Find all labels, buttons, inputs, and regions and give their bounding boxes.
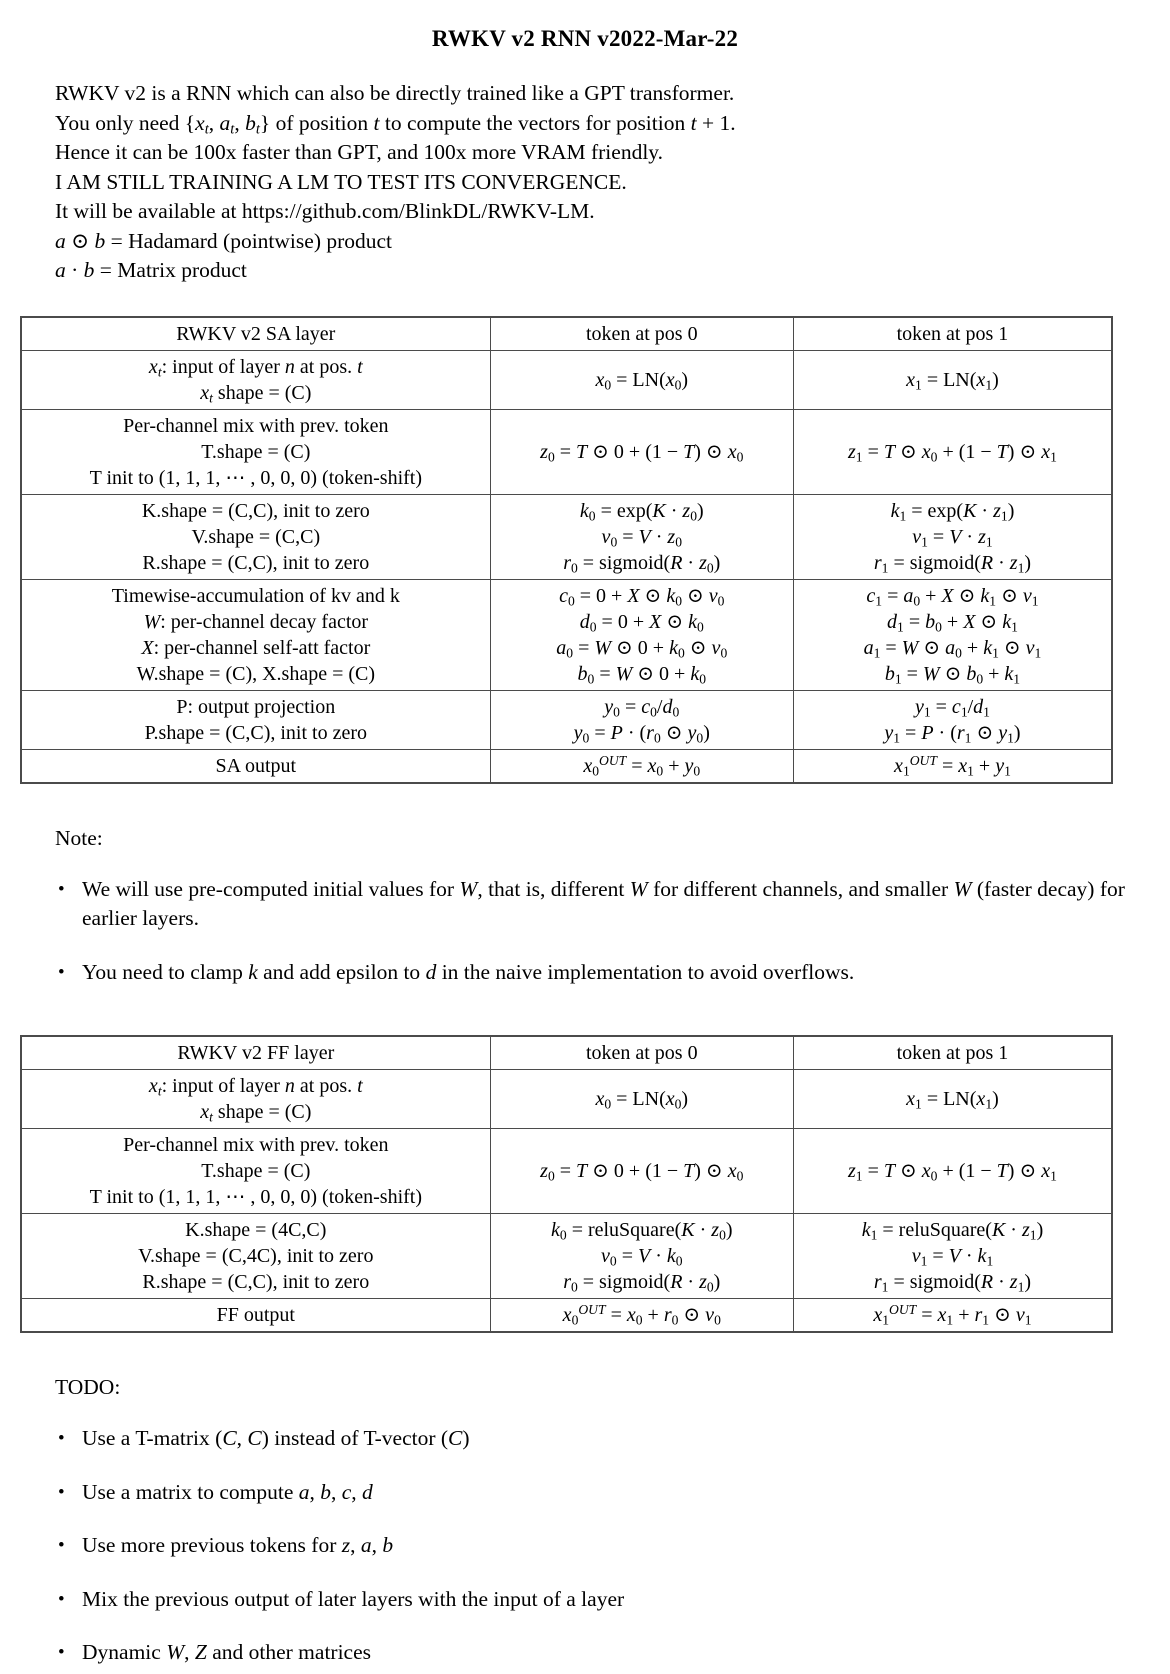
formula-cell: $k_0 = \exp(K \cdot z_0)$ $v_0 = V \cdot z_0$ $r_0$ = sigmoid(R · $z_0$) (490, 494, 793, 579)
bullet-icon: • (58, 1535, 65, 1556)
table-row (21, 494, 1112, 579)
formula-cell: $z_1 = T$ ⊙ $x_0 + (1 - T)$ ⊙ $x_1$ (793, 409, 1112, 494)
formula-cell: $z_0 = T$ ⊙ 0 + (1 − T) ⊙ $x_0$ (490, 409, 793, 494)
formula-cell: $c_0 = 0 + X$ ⊙ $k_0$ ⊙ $v_0$ $d_0 = 0 + X$ ⊙ $k_0$ $a_0 = W$ ⊙ $0 + k_0$ ⊙ $v_0$ $b_0 = W$ ⊙ $0 + k_0$ (490, 579, 793, 690)
note-heading: Note: (55, 825, 103, 850)
todo-bullet (58, 1585, 1130, 1615)
label-cell: $x_t$: input of layer n at pos. t $x_t$ shape = (C) (21, 1070, 490, 1129)
ff-layer-table (20, 1035, 1113, 1333)
intro-line: You only need {$x_t$, $a_t$, $b_t$} of position t to compute the vectors for position t + 1. (55, 110, 736, 138)
formula-cell: $x_0 = LN(x_0)$ (490, 1070, 793, 1129)
formula-cell: $x_0 = LN(x_0)$ (490, 350, 793, 409)
label-cell: RWKV v2 FF layer (21, 1036, 490, 1070)
intro-line: a · b = Matrix product (55, 258, 247, 282)
label-cell: FF output (21, 1299, 490, 1333)
formula-cell: $z_0 = T$ ⊙ 0 + (1 − T) ⊙ $x_0$ (490, 1129, 793, 1214)
label-cell: P: output projection P.shape = (C,C), init to zero (21, 690, 490, 749)
table-row (21, 579, 1112, 690)
formula-cell: $x_1^{OUT} = x_1 + y_1$ (793, 749, 1112, 783)
table-row (21, 690, 1112, 749)
table-row (21, 409, 1112, 494)
formula-cell: $k_1$ = reluSquare(K · $z_1$) $v_1 = V \cdot k_1$ $r_1$ = sigmoid(R · $z_1$) (793, 1214, 1112, 1299)
page-title: RWKV v2 RNN v2022-Mar-22 (431, 26, 739, 51)
note-bullet (58, 958, 1130, 988)
formula-cell: $x_0^{OUT} = x_0 + r_0$ ⊙ $v_0$ (490, 1299, 793, 1333)
bullet-text: Dynamic W, Z and other matrices (82, 1640, 371, 1664)
formula-cell: $x_1 = LN(x_1)$ (793, 350, 1112, 409)
label-cell: Timewise-accumulation of kv and k W: per-channel decay factor X: per-channel self-att factor W.shape = (C), X.shape = (C) (21, 579, 490, 690)
intro-line: RWKV v2 is a RNN which can also be directly trained like a GPT transformer. (55, 81, 735, 105)
table-row (21, 1299, 1112, 1333)
sa-layer-table (20, 316, 1113, 784)
bullet-icon: • (58, 1428, 65, 1449)
note-bullet (58, 875, 1130, 934)
bullet-icon: • (58, 1481, 65, 1503)
label-cell: SA output (21, 749, 490, 783)
table-header-row (21, 317, 1112, 351)
bullet-text: We will use pre-computed initial values for W, that is, different W for different channels, and smaller W (faster decay) for earlier layers. (82, 876, 1125, 930)
table-row (21, 1214, 1112, 1299)
formula-cell: $x_1 = LN(x_1)$ (793, 1070, 1112, 1129)
bullet-text: Use more previous tokens for z, a, b (82, 1533, 394, 1557)
intro-line: I AM STILL TRAINING A LM TO TEST ITS CONVERGENCE. (55, 169, 627, 194)
label-cell: K.shape = (C,C), init to zero V.shape = (C,C) R.shape = (C,C), init to zero (21, 494, 490, 579)
bullet-text: Use a matrix to compute a, b, c, d (82, 1479, 373, 1504)
todo-bullet (58, 1478, 1130, 1508)
todo-bullet (58, 1638, 1130, 1668)
intro-line: a ⊙ b = Hadamard (pointwise) product (55, 228, 393, 253)
intro-line-github-url: It will be available at https://github.com/BlinkDL/RWKV-LM. (55, 199, 595, 223)
bullet-icon: • (58, 1588, 65, 1610)
todo-bullet-list (58, 1424, 1130, 1668)
table-row (21, 1129, 1112, 1214)
bullet-text: You need to clamp k and add epsilon to d in the naive implementation to avoid overflows. (82, 959, 855, 984)
table-row (21, 350, 1112, 409)
todo-bullet (58, 1424, 1130, 1454)
label-cell: Per-channel mix with prev. token T.shape = (C) T init to (1, 1, 1, ⋯ , 0, 0, 0) (token-shift) (21, 1129, 490, 1214)
table-row (21, 1070, 1112, 1129)
formula-cell: $y_0 = c_0/d_0$ $y_0 = P \cdot (r_0$ ⊙ $y_0$) (490, 690, 793, 749)
formula-cell: token at pos 1 (793, 1036, 1112, 1070)
label-cell: Per-channel mix with prev. token T.shape = (C) T init to (1, 1, 1, ⋯ , 0, 0, 0) (token-shift) (21, 409, 490, 494)
bullet-icon: • (58, 1642, 65, 1663)
formula-cell: $k_1 = \exp(K \cdot z_1)$ $v_1 = V \cdot z_1$ $r_1$ = sigmoid(R · $z_1$) (793, 494, 1112, 579)
table-header-row (21, 1036, 1112, 1070)
formula-cell: token at pos 1 (793, 317, 1112, 351)
formula-cell: $y_1 = c_1/d_1$ $y_1 = P \cdot (r_1$ ⊙ $y_1$) (793, 690, 1112, 749)
intro-paragraph (55, 79, 1170, 286)
formula-cell: $x_0^{OUT} = x_0 + y_0$ (490, 749, 793, 783)
note-bullet-list (58, 875, 1130, 988)
bullet-icon: • (58, 961, 65, 983)
label-cell: $x_t$: input of layer n at pos. t $x_t$ shape = (C) (21, 350, 490, 409)
formula-cell: token at pos 0 (490, 1036, 793, 1070)
todo-bullet (58, 1531, 1130, 1561)
intro-line: Hence it can be 100x faster than GPT, and 100x more VRAM friendly. (55, 140, 664, 164)
label-cell: K.shape = (4C,C) V.shape = (C,4C), init to zero R.shape = (C,C), init to zero (21, 1214, 490, 1299)
formula-cell: $z_1 = T$ ⊙ $x_0 + (1 - T)$ ⊙ $x_1$ (793, 1129, 1112, 1214)
todo-heading: TODO: (55, 1375, 121, 1399)
formula-cell: token at pos 0 (490, 317, 793, 351)
formula-cell: $x_1^{OUT} = x_1 + r_1$ ⊙ $v_1$ (793, 1299, 1112, 1333)
bullet-icon: • (58, 878, 65, 900)
formula-cell: $c_1 = a_0 + X$ ⊙ $k_1$ ⊙ $v_1$ $d_1 = b_0 + X$ ⊙ $k_1$ $a_1 = W$ ⊙ $a_0 + k_1$ ⊙ $v_1$ $b_1 = W$ ⊙ $b_0 + k_1$ (793, 579, 1112, 690)
table-row (21, 749, 1112, 783)
label-cell: RWKV v2 SA layer (21, 317, 490, 351)
formula-cell: $k_0$ = reluSquare(K · $z_0$) $v_0 = V \cdot k_0$ $r_0$ = sigmoid(R · $z_0$) (490, 1214, 793, 1299)
bullet-text: Mix the previous output of later layers with the input of a layer (82, 1586, 625, 1611)
bullet-text: Use a T-matrix (C, C) instead of T-vector (C) (82, 1426, 470, 1450)
